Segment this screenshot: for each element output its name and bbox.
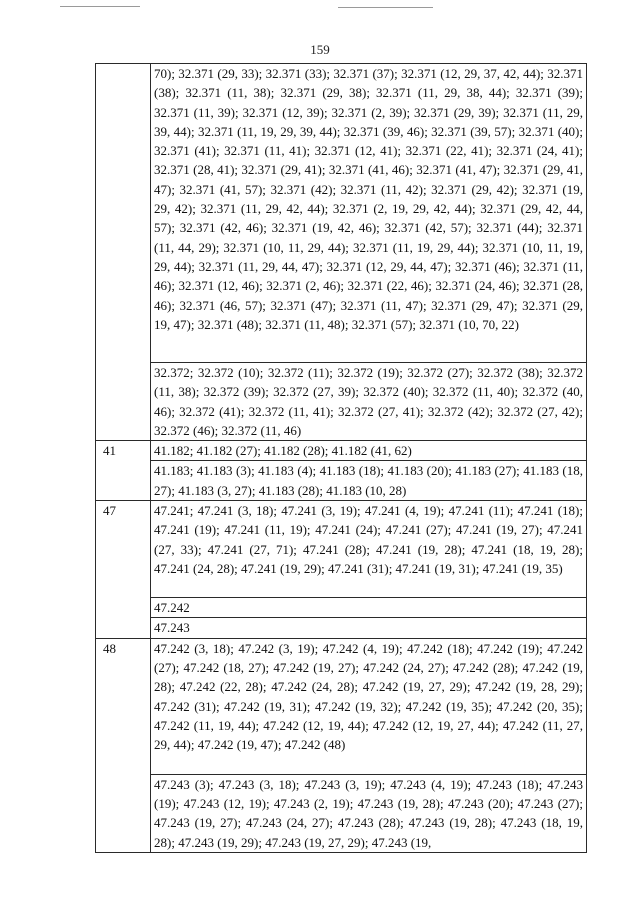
entry-cell: 41.183; 41.183 (3); 41.183 (4); 41.183 (18); 41.183 (20); 41.183 (27); 41.183 (18, 27); 41.183 (3, 27); 41.183 (28); 41.183 (10, 28) <box>151 461 587 501</box>
table-row <box>96 618 587 638</box>
table-row <box>96 638 587 774</box>
table-row <box>96 774 587 852</box>
table-row <box>96 64 587 363</box>
table-row <box>96 363 587 441</box>
table-row <box>96 461 587 501</box>
entry-cell: 47.242 (3, 18); 47.242 (3, 19); 47.242 (4, 19); 47.242 (18); 47.242 (19); 47.242 (27); 47.242 (18, 27); 47.242 (19, 27); 47.242 (24, 27); 47.242 (28); 47.242 (19, 28); 47.242 (22, 28); 47.242 (24, 28); 47.242 (19, 27, 29); 47.242 (19, 28, 29); 47.242 (31); 47.242 (19, 31); 47.242 (19, 32); 47.242 (19, 35); 47.242 (20, 35); 47.242 (11, 19, 44); 47.242 (12, 19, 44); 47.242 (12, 19, 27, 44); 47.242 (11, 27, 29, 44); 47.242 (19, 47); 47.242 (48) <box>151 638 587 774</box>
entry-cell: 47.243 <box>151 618 587 638</box>
entry-cell: 47.241; 47.241 (3, 18); 47.241 (3, 19); 47.241 (4, 19); 47.241 (11); 47.241 (18); 47.241 (19); 47.241 (11, 19); 47.241 (24); 47.241 (27); 47.241 (19, 27); 47.241 (27, 33); 47.241 (27, 71); 47.241 (28); 47.241 (19, 28); 47.241 (18, 19, 28); 47.241 (24, 28); 47.241 (19, 29); 47.241 (31); 47.241 (19, 31); 47.241 (19, 35) <box>151 501 587 598</box>
entry-cell: 47.243 (3); 47.243 (3, 18); 47.243 (3, 19); 47.243 (4, 19); 47.243 (18); 47.243 (19); 47.243 (12, 19); 47.243 (2, 19); 47.243 (19, 28); 47.243 (20); 47.243 (27); 47.243 (19, 27); 47.243 (24, 27); 47.243 (28); 47.243 (19, 28); 47.243 (18, 19, 28); 47.243 (19, 29); 47.243 (19, 27, 29); 47.243 (19, <box>151 774 587 852</box>
code-cell: 48 <box>96 638 151 852</box>
entry-cell: 47.242 <box>151 598 587 618</box>
scan-artifact <box>60 6 140 7</box>
table-row <box>96 441 587 461</box>
table-row <box>96 598 587 618</box>
entry-cell: 70); 32.371 (29, 33); 32.371 (33); 32.371 (37); 32.371 (12, 29, 37, 42, 44); 32.371 (38); 32.371 (11, 38); 32.371 (29, 38); 32.371 (11, 29, 38, 44); 32.371 (39); 32.371 (11, 39); 32.371 (12, 39); 32.371 (2, 39); 32.371 (29, 39); 32.371 (11, 29, 39, 44); 32.371 (11, 19, 29, 39, 44); 32.371 (39, 46); 32.371 (39, 57); 32.371 (40); 32.371 (41); 32.371 (11, 41); 32.371 (12, 41); 32.371 (22, 41); 32.371 (24, 41); 32.371 (28, 41); 32.371 (29, 41); 32.371 (41, 46); 32.371 (41, 47); 32.371 (29, 41, 47); 32.371 (41, 57); 32.371 (42); 32.371 (11, 42); 32.371 (29, 42); 32.371 (19, 29, 42); 32.371 (11, 29, 42, 44); 32.371 (2, 19, 29, 42, 44); 32.371 (29, 42, 44, 57); 32.371 (42, 46); 32.371 (19, 42, 46); 32.371 (42, 57); 32.371 (44); 32.371 (11, 44, 29); 32.371 (10, 11, 29, 44); 32.371 (11, 19, 29, 44); 32.371 (10, 11, 19, 29, 44); 32.371 (11, 29, 44, 47); 32.371 (12, 29, 44, 47); 32.371 (46); 32.371 (11, 46); 32.371 (12, 46); 32.371 (2, 46); 32.371 (22, 46); 32.371 (24, 46); 32.371 (28, 46); 32.371 (46, 57); 32.371 (47); 32.371 (11, 47); 32.371 (29, 47); 32.371 (29, 19, 47); 32.371 (48); 32.371 (11, 48); 32.371 (57); 32.371 (10, 70, 22) <box>151 64 587 363</box>
code-cell: 41 <box>96 441 151 501</box>
table-row <box>96 501 587 598</box>
classification-table <box>95 63 587 853</box>
page-number: 159 <box>310 42 330 57</box>
code-cell: 47 <box>96 501 151 639</box>
entry-cell: 41.182; 41.182 (27); 41.182 (28); 41.182 (41, 62) <box>151 441 587 461</box>
scan-artifact <box>338 7 433 8</box>
entry-cell: 32.372; 32.372 (10); 32.372 (11); 32.372 (19); 32.372 (27); 32.372 (38); 32.372 (11, 38); 32.372 (39); 32.372 (27, 39); 32.372 (40); 32.372 (11, 40); 32.372 (40, 46); 32.372 (41); 32.372 (11, 41); 32.372 (27, 41); 32.372 (42); 32.372 (27, 42); 32.372 (46); 32.372 (11, 46) <box>151 363 587 441</box>
code-cell <box>96 64 151 441</box>
